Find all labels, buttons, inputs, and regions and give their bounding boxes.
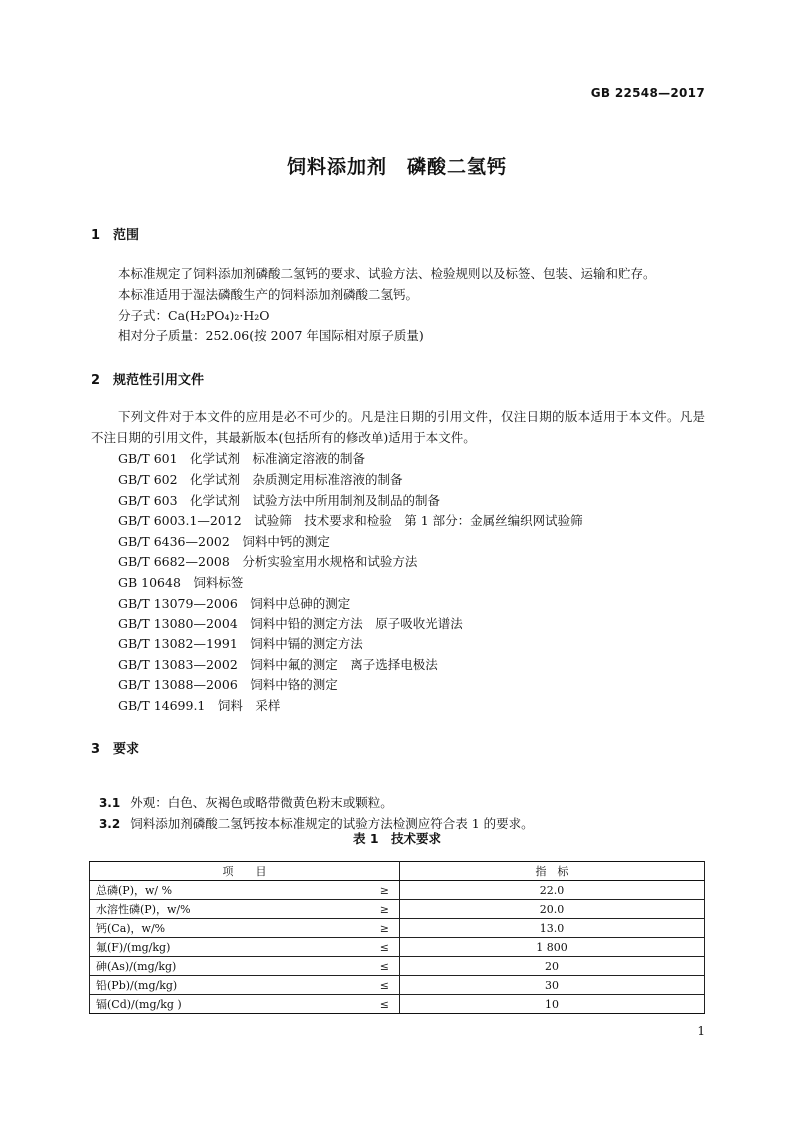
table-row <box>90 919 705 938</box>
clause-text: 饲料添加剂磷酸二氢钙按本标准规定的试验方法检测应符合表 1 的要求。 <box>130 816 534 831</box>
table-row <box>90 976 705 995</box>
comparison-symbol: ≤ <box>365 957 400 976</box>
item-cell: 水溶性磷(P)，w/% <box>90 900 366 919</box>
clause-3-2 <box>91 799 534 832</box>
table-row <box>90 957 705 976</box>
molecular-mass: 相对分子质量：252.06(按 2007 年国际相对原子质量) <box>118 328 424 343</box>
value-cell: 20.0 <box>400 900 705 919</box>
reference-item: GB/T 6682—2008 分析实验室用水规格和试验方法 <box>118 554 418 569</box>
clause-number: 3.2 <box>98 817 121 831</box>
reference-item: GB/T 6436—2002 饲料中钙的测定 <box>118 534 330 549</box>
value-cell: 1 800 <box>400 938 705 957</box>
technical-requirements-table <box>89 861 705 1014</box>
item-cell: 总磷(P)，w/ % <box>90 881 366 900</box>
table-row <box>90 900 705 919</box>
page-number: 1 <box>697 1024 705 1038</box>
section-1-heading: 1 范围 <box>91 228 140 243</box>
reference-item: GB/T 13083—2002 饲料中氟的测定 离子选择电极法 <box>118 657 438 672</box>
value-column-header: 指 标 <box>400 862 705 881</box>
section-2-heading: 2 规范性引用文件 <box>91 373 205 388</box>
item-cell: 铅(Pb)/(mg/kg) <box>90 976 366 995</box>
reference-item: GB/T 13080—2004 饲料中铅的测定方法 原子吸收光谱法 <box>118 616 463 631</box>
standard-number: GB 22548—2017 <box>590 86 705 100</box>
section-3-heading: 3 要求 <box>91 742 140 757</box>
comparison-symbol: ≤ <box>365 976 400 995</box>
comparison-symbol: ≤ <box>365 938 400 957</box>
item-column-header: 项 目 <box>90 862 400 881</box>
table-row <box>90 995 705 1014</box>
value-cell: 13.0 <box>400 919 705 938</box>
comparison-symbol: ≥ <box>365 900 400 919</box>
reference-item: GB/T 13079—2006 饲料中总砷的测定 <box>118 596 351 611</box>
item-cell: 砷(As)/(mg/kg) <box>90 957 366 976</box>
reference-item: GB/T 602 化学试剂 杂质测定用标准溶液的制备 <box>118 472 403 487</box>
comparison-symbol: ≥ <box>365 881 400 900</box>
table-caption: 表 1 技术要求 <box>352 831 442 846</box>
reference-item: GB 10648 饲料标签 <box>118 575 244 590</box>
value-cell: 22.0 <box>400 881 705 900</box>
table-row <box>90 938 705 957</box>
item-cell: 镉(Cd)/(mg/kg ) <box>90 995 366 1014</box>
reference-item: GB/T 13082—1991 饲料中镉的测定方法 <box>118 636 363 651</box>
value-cell: 30 <box>400 976 705 995</box>
table-row <box>90 881 705 900</box>
clause-text: 外观：白色、灰褐色或略带微黄色粉末或颗粒。 <box>130 795 393 810</box>
references-intro: 下列文件对于本文件的应用是必不可少的。凡是注日期的引用文件，仅注日期的版本适用于本文件。凡是不注日期的引用文件，其最新版本(包括所有的修改单)适用于本文件。 <box>91 409 705 445</box>
reference-item: GB/T 601 化学试剂 标准滴定溶液的制备 <box>118 451 366 466</box>
reference-item: GB/T 603 化学试剂 试验方法中所用制剂及制品的制备 <box>118 493 441 508</box>
comparison-symbol: ≤ <box>365 995 400 1014</box>
scope-paragraph-2: 本标准适用于湿法磷酸生产的饲料添加剂磷酸二氢钙。 <box>118 287 419 302</box>
item-cell: 钙(Ca)，w/% <box>90 919 366 938</box>
value-cell: 10 <box>400 995 705 1014</box>
comparison-symbol: ≥ <box>365 919 400 938</box>
clause-number: 3.1 <box>98 796 121 810</box>
value-cell: 20 <box>400 957 705 976</box>
reference-item: GB/T 6003.1—2012 试验筛 技术要求和检验 第 1 部分：金属丝编织网试验筛 <box>118 513 583 528</box>
document-title: 饲料添加剂 磷酸二氢钙 <box>286 156 507 178</box>
table-header-row <box>90 862 705 881</box>
molecular-formula: 分子式：Ca(H₂PO₄)₂·H₂O <box>118 308 270 323</box>
item-cell: 氟(F)/(mg/kg) <box>90 938 366 957</box>
reference-item: GB/T 14699.1 饲料 采样 <box>118 698 281 713</box>
reference-item: GB/T 13088—2006 饲料中铬的测定 <box>118 677 338 692</box>
scope-paragraph-1: 本标准规定了饲料添加剂磷酸二氢钙的要求、试验方法、检验规则以及标签、包装、运输和贮存。 <box>118 266 656 281</box>
